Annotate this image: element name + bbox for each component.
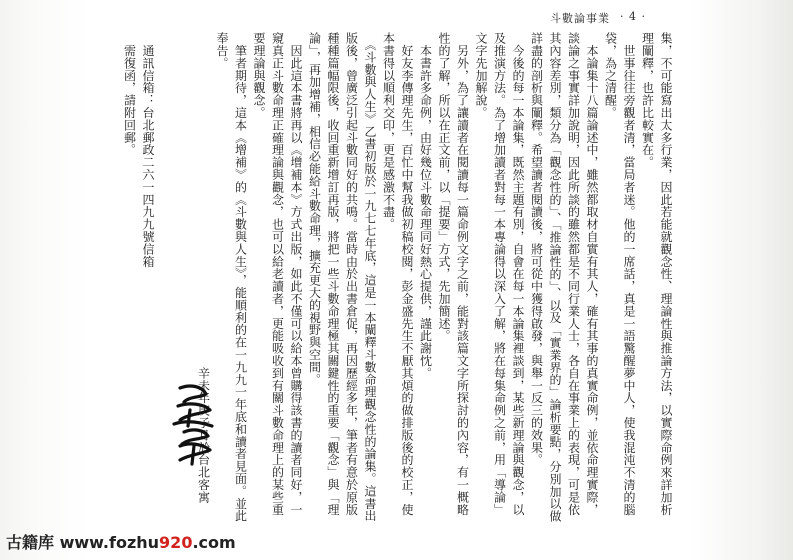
- footer-url-suffix: .com: [192, 533, 236, 552]
- signature-image: [160, 380, 224, 470]
- body-text-area: [20, 32, 675, 526]
- running-header: [470, 8, 680, 30]
- page-number: · 4 ·: [620, 10, 646, 23]
- body-text: 集，不可能寫出太多行業，因此若能就觀念性、理論性與推論方法，以實際命例來詳加析理闡釋，也許比較實在。 世事往往旁觀者清，當局者迷。他的一席話，真是一語驚醒夢中人，使我混沌不清的腦袋，為之清醒。 本論集十八篇論述中，雖然都取材自實有其人，確有其事的真實命例，並依命理實際，談論之事實詳加說明，因此所談的雖然都是不同行業人士，各自在事業上的表現，可是依其內容差別，類分為「觀念性的」、「推論性的」、以及「實業界的」論析要點，分別加以做詳盡的剖析與闡釋。希望讀者閱讀後，將可從中獲得啟發，與舉一反三的效果。 今後的每一本論集，既然主題有別，自會在每一本論集裡談到，某些新理論與觀念，以及推演方法。為了增加讀者對每一本專論得以深入了解，將在每集命例之前，用「導論」文字先加解說。 另外，為了讓讀者在閱讀每一篇命例文字之前，能對該篇文字所探討的內容，有一概略性的了解，所以在正文前，以「提要」方式，先加簡述。 本書許多命例，由好幾位斗數命理同好熱心提供，謹此謝忱。 好友李傳理先生，百忙中幫我做初稿校閱，彭金盛先生不厭其煩的做排版後的校正，使本書得以順利交印，更是感激不盡。 《斗數與人生》乙書初版於一九七七年底，這是一本闡釋斗數命理觀念性的論集。這書出版後，曾廣泛引起斗數同好的共鳴。當時由於出書倉促，再因歷經多年，筆者有意於原版種種篇幅限後，收回重新增訂再版，將把一些斗數命理極其關鍵性的重要「觀念」與「理論」，再加增補，相信必能給斗數命理，擴充更大的視野與空間。 因此這本書將再以《增補本》方式出版，如此不僅可以給本曾購得該書的讀者同好，一窺真正斗數命理正確理論與觀念，也可以給老讀者，更能吸收到有關斗數命理上的某些重要理論與觀念。 筆者期待，這本《增補》的《斗數與人生》，能順利的在一九九一年底和讀者見面。並此奉告。 辛未年庚子月於台北客寓 通訊信箱：台北郵政二六一四九九號信箱 需復函，請附回郵。: [122, 32, 673, 523]
- footer-site-name: 古籍库: [6, 533, 55, 552]
- author-signature: [160, 380, 224, 470]
- footer-url-number: 920: [159, 533, 193, 552]
- watermark-footer: [6, 530, 236, 554]
- running-header-title: 斗數論事業: [550, 12, 610, 25]
- footer-url-prefix: www.fozhu: [59, 533, 160, 552]
